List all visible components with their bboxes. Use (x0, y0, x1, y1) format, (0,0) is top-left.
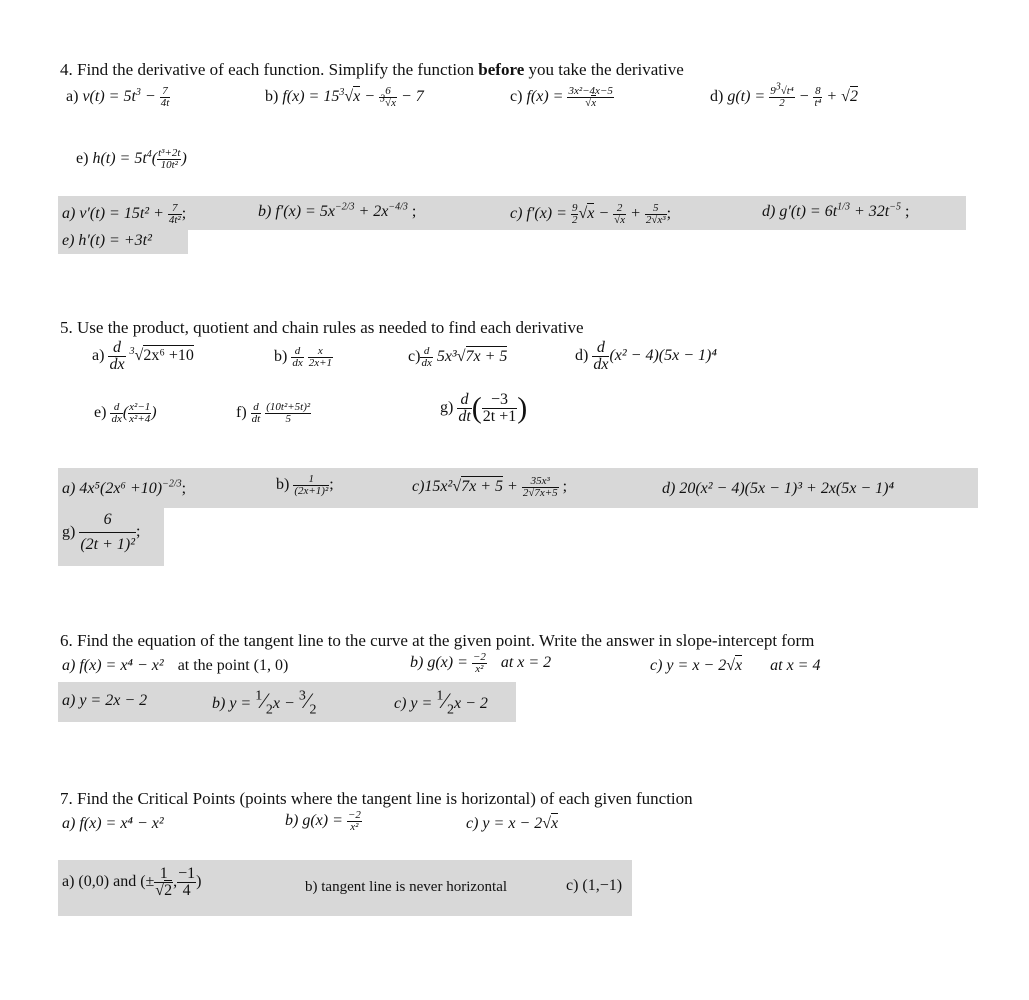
q4c-frac: $\frac{\text{3x²−4x−5}}{√x}$ (568, 85, 613, 109)
q4-heading-bold: before (478, 60, 525, 79)
q5-ans-c-plus: + (503, 478, 522, 496)
q4a-den: 4t (160, 97, 170, 109)
q5-ans-a-end: ; (181, 480, 187, 497)
q4-ans-e-text: e) h′(t) = +3t² (62, 232, 152, 249)
q5-ans-g-den: (2t + 1)² (80, 536, 136, 553)
q6-ans-b-d1: 2 (265, 702, 273, 718)
q4-item-d: d) g(t) = $\frac{9^3√t^4}{2}$ − $\frac{8}{\text{t⁴}}$ + √2 (710, 81, 858, 109)
q7-ans-a-n2: −1 (178, 865, 196, 882)
q6-ans-b-n2: 3 (298, 688, 306, 704)
q4-heading (60, 60, 684, 80)
q5-ans-c-rad: 7x + 5 (461, 478, 504, 496)
q7-answer-a (62, 866, 201, 899)
q6-answer-b: b) $y = ^1⁄_2x$ − $^3⁄_2$ (212, 688, 317, 718)
q6b-at: at x = 2 (500, 654, 552, 672)
q5g-num: −3 (482, 392, 517, 409)
q4a-lhs: v(t) = 5t (82, 88, 136, 106)
q5a-d: d (108, 340, 125, 357)
q5c-dx: dx (421, 357, 432, 369)
q5f-ddt (251, 402, 262, 425)
q4c-den-rad: x (591, 97, 597, 109)
q5-ans-c-end: ; (558, 478, 568, 496)
q6-item-a (62, 657, 288, 675)
q6-ans-c-text: c) y = (394, 695, 437, 712)
q4b-lhs: f(x) = 15 (282, 88, 340, 106)
q4-ans-c-frac2: $\frac{2}{√x}$ (614, 202, 626, 226)
q5e-den: x²+4 (129, 413, 151, 425)
q7-ans-a-n1: 1 (154, 866, 173, 883)
q4b-root-index: 3 (339, 86, 345, 98)
q5g-ddt (457, 392, 471, 425)
q5c-ddx (420, 346, 432, 369)
q4-item-a (66, 86, 170, 109)
q5a-label: a) (92, 347, 105, 365)
q4a-op: − (140, 88, 160, 106)
q5e-d: d (110, 402, 122, 414)
q7b-num: −2 (347, 809, 361, 821)
q5-item-e: e) $\frac{d}{dx}$ ( $\frac{\text{x²−1}}{\text{x²+4}}$ ) (94, 401, 157, 425)
q4-ans-b-exp2: −4/3 (388, 201, 408, 213)
q6-answer-c: c) $y = ^1⁄_2x - 2$ (394, 688, 488, 718)
q4-ans-d-end: ; (900, 203, 910, 220)
q4e-den: 10t² (160, 159, 178, 171)
q7-ans-a-d1-rad: 2 (164, 882, 173, 899)
q5-ans-c-frac: $\frac{\text{35x³}}{2√7x+5}$ (522, 475, 558, 499)
q7-ans-a-d2: 4 (182, 882, 191, 899)
q4d-den2: t⁴ (814, 97, 822, 109)
q7-ans-a-frac2 (177, 866, 196, 899)
q5a-ddx (108, 340, 125, 373)
q7a-expr: a) f(x) = x⁴ − x² (62, 815, 164, 832)
q5a-index: 3 (129, 345, 135, 357)
q4b-den-rad: x (391, 97, 396, 109)
q4a-frac (160, 86, 171, 109)
q5-ans-b-num: 1 (293, 474, 329, 486)
q7c-expr: c) y = x − 2 (466, 815, 543, 832)
q6-ans-b-mid: x − (272, 695, 299, 712)
q4-ans-b-end: ; (407, 203, 417, 220)
q5-item-a: a) $\frac{d}{dx}$ $^3$√2x⁶ +10 (92, 339, 194, 373)
q4-ans-c-rad1: x (587, 205, 595, 223)
q5b-dx: dx (292, 357, 303, 369)
q5b-frac (308, 346, 333, 369)
q4e-lhs: h(t) = 5t (92, 150, 147, 168)
q4-item-b: b) $f(x) = 15^3√x$ − $\frac{6}{^3√x}$ − 7 (265, 85, 424, 109)
q5-ans-b-label: b) (276, 476, 290, 494)
q5-answer-c: c)15x²√7x + 5 + $\frac{\text{35x³}}{2√7x+5}$ ; (412, 475, 568, 499)
q4b-frac: $\frac{6}{^3√x}$ (380, 85, 396, 109)
q5-ans-a-text: a) 4x⁵(2x⁶ +10) (62, 480, 163, 497)
q5a-dx: dx (109, 356, 125, 373)
q6-ans-b-text: b) y = (212, 695, 256, 712)
q4-answer-b (258, 203, 416, 221)
q5-heading: 5. Use the product, quotient and chain rules as needed to find each derivative (60, 318, 584, 337)
q4-ans-b-mid: + 2x (354, 203, 389, 220)
q5f-d: d (251, 402, 262, 414)
q4-ans-c-d1: 2 (571, 214, 578, 226)
q4-heading-text: 4. Find the derivative of each function. Simplify the function (60, 60, 479, 79)
q5f-frac (265, 402, 311, 425)
q6-ans-c-d1: 2 (447, 702, 455, 718)
q4-ans-b-text: b) f′(x) = 5x (258, 203, 335, 220)
q4-ans-d-exp2: −5 (889, 201, 901, 213)
q4b-op: − (360, 88, 380, 106)
q5-answer-a (62, 480, 186, 498)
q5-answer-g (62, 512, 140, 553)
q5-ans-g-frac (79, 512, 136, 553)
q5b-label: b) (274, 348, 288, 366)
q4b-den-index: 3 (380, 93, 386, 105)
q5-ans-a-exp: −2/3 (162, 478, 182, 490)
q4-ans-d-exp1: 1/3 (837, 201, 850, 213)
q4-ans-a-num: 7 (168, 203, 182, 215)
q4-answer-d (762, 203, 909, 221)
q5-ans-c-text: c)15x² (412, 478, 453, 496)
q4-ans-c-rad2: x (620, 214, 626, 226)
q6b-num: −2 (472, 651, 486, 663)
q4b-tail: − 7 (396, 88, 424, 106)
q5e-frac (128, 402, 151, 425)
q6-ans-c-mid: x − 2 (454, 695, 488, 712)
q5a-rad: 2x⁶ +10 (143, 347, 194, 365)
q5b-d: d (291, 346, 303, 358)
q4d-num-coef: 9 (770, 85, 776, 97)
q4-ans-d-text: d) g′(t) = 6t (762, 203, 838, 220)
q6b-frac (472, 652, 487, 675)
q5d-dx: dx (593, 356, 609, 373)
q4a-label: a) (66, 88, 83, 106)
q4b-radicand: x (353, 88, 361, 106)
q4d-op: − (794, 88, 814, 106)
q5-ans-g-label: g) (62, 523, 76, 541)
q5-item-f (236, 402, 311, 425)
q5-ans-c-den-coef: 2 (522, 487, 529, 499)
q5-item-c: c) $\frac{d}{dx}$ 5x³√7x + 5 (408, 345, 508, 369)
q4-ans-c-frac1 (571, 203, 579, 226)
q4-ans-b-exp1: −2/3 (334, 201, 355, 213)
q6b-den: x² (475, 663, 484, 675)
q5b-den: 2x+1 (308, 357, 333, 369)
q7-answer-b: b) tangent line is never horizontal (305, 879, 508, 895)
q5-ans-b-frac (293, 474, 329, 497)
q7-heading: 7. Find the Critical Points (points where the tangent line is horizontal) of each given function (60, 789, 693, 808)
q5c-expr: 5x³ (436, 348, 457, 366)
q5f-dt: dt (251, 413, 261, 425)
q5e-dx: dx (111, 413, 122, 425)
q5d-ddx (592, 340, 609, 373)
q4d-lhs: g(t) = (727, 88, 770, 106)
q5e-num: x²−1 (129, 401, 151, 413)
q4-heading-text-end: you take the derivative (524, 60, 684, 79)
q6-ans-c-n1: 1 (436, 688, 444, 704)
q6-ans-b-n1: 1 (255, 688, 263, 704)
q6-item-b (410, 652, 551, 675)
q6c-at: at x = 4 (770, 657, 821, 674)
q5c-label: c) (408, 348, 421, 366)
q5c-rad: 7x + 5 (465, 348, 508, 366)
q5b-num: x (308, 346, 333, 358)
q5-item-g (440, 392, 527, 425)
q5d-expr: (x² − 4)(5x − 1)⁴ (609, 347, 717, 365)
q4a-exp: 3 (135, 86, 141, 98)
q4-ans-c-n2: 2 (613, 203, 626, 215)
q4c-label: c) (510, 88, 527, 106)
q4-ans-d-mid: + 32t (849, 203, 890, 220)
q6a-expr: a) f(x) = x⁴ − x² (62, 657, 164, 674)
q4a-num: 7 (160, 86, 171, 98)
q6c-expr: c) y = x − 2 (650, 657, 727, 674)
q6b-expr: b) g(x) = (410, 654, 472, 672)
q5d-label: d) (575, 347, 589, 365)
q5f-num: (10t²+5t)² (266, 401, 311, 413)
q7b-expr: b) g(x) = (285, 812, 347, 830)
q4e-exp: 4 (146, 148, 152, 160)
q4c-lhs: f(x) = (526, 88, 568, 106)
q7-item-c: c) y = x − 2√x (466, 815, 559, 832)
q5g-den: 2t +1 (482, 408, 517, 425)
q5-ans-c-den-rad: 7x+5 (534, 487, 558, 499)
q4c-num: 3x²−4x−5 (568, 85, 613, 97)
q7-item-a (62, 815, 164, 833)
q4b-num: 6 (379, 86, 397, 98)
q4d-label: d) (710, 88, 728, 106)
q4e-num: t³+2t (158, 147, 181, 159)
q7-ans-a-comma: , (173, 873, 178, 891)
q5c-d: d (420, 346, 432, 358)
q4-ans-c-d3-coef: 2 (645, 214, 652, 226)
q5e-ddx (110, 402, 122, 425)
q7c-rad: x (551, 815, 559, 832)
q7-answer-c: c) (1,−1) (566, 877, 623, 894)
q5g-label: g) (440, 399, 454, 417)
q6-heading: 6. Find the equation of the tangent line to the curve at the given point. Write the answer in slope-intercept form (60, 631, 815, 650)
q7-ans-a-text: a) (0,0) and (± (62, 873, 155, 891)
q4-ans-a-den: 4t² (168, 214, 181, 226)
q5-ans-g-end: ; (136, 523, 141, 541)
q6-ans-a-text: a) y = 2x − 2 (62, 692, 148, 709)
q5-item-d (575, 340, 717, 373)
q5f-label: f) (236, 404, 247, 422)
q4b-label: b) (265, 88, 283, 106)
q5d-d: d (592, 340, 609, 357)
q5-ans-g-num: 6 (79, 512, 136, 533)
q4-ans-c-n1: 9 (571, 202, 578, 214)
q4-item-c (510, 86, 614, 109)
q7-ans-a-close: ) (196, 873, 202, 891)
q4-ans-a-frac (168, 203, 182, 226)
q6-ans-b-d2: 2 (309, 702, 317, 718)
q6a-at: at the point (1, 0) (177, 657, 289, 674)
q4d-num-index: 3 (775, 81, 781, 93)
q4-ans-c-rad3: x³ (657, 214, 666, 226)
q4d-tail-rad: 2 (849, 88, 858, 106)
q4-ans-c-frac3: $\frac{5}{\text{2√x³}}$ (645, 202, 666, 226)
q5g-dt: dt (458, 408, 471, 425)
q4d-den: 2 (779, 97, 785, 109)
q4-answer-e (62, 232, 152, 250)
q5g-frac (482, 392, 517, 425)
q5-answer-b (276, 474, 334, 497)
q4d-frac1: $\frac{9^3√t^4}{2}$ (770, 81, 794, 109)
q5g-d: d (457, 392, 471, 409)
q7b-frac (347, 810, 362, 833)
q5-ans-b-end: ; (329, 476, 334, 494)
q7-ans-a-frac1: $\frac{1}{√2}$ (155, 865, 173, 899)
q5e-label: e) (94, 404, 107, 422)
q7b-den: x² (350, 821, 359, 833)
q4d-num-rad: t⁴ (786, 85, 794, 97)
q5-ans-d-text: d) 20(x² − 4)(5x − 1)³ + 2x(5x − 1)⁴ (662, 480, 895, 497)
q6c-rad: x (735, 657, 743, 674)
q5-ans-c-num: 35x³ (522, 476, 559, 488)
q4d-num2: 8 (815, 85, 821, 97)
q5g-lparen: ( (471, 391, 482, 425)
q5-ans-b-den: (2x+1)² (294, 485, 329, 497)
q4-answer-c: c) f′(x) = $\frac{9}{2}$ √x − $\frac{2}{√x}$ + $\frac{5}{\text{2√x³}}$ ; (510, 202, 672, 226)
q4e-frac (157, 148, 181, 171)
q5g-rparen: ) (517, 391, 528, 425)
q5f-den: 5 (285, 413, 291, 425)
q4-answer-a: a) v′(t) = 15t² + $\frac{7}{\text{4t²}}$ ; (62, 202, 187, 226)
q7-item-b (285, 810, 362, 833)
q5-answer-d (662, 480, 894, 498)
q6-item-c: c) y = x − 2√x at x = 4 (650, 657, 821, 674)
q4-ans-c-text: c) f′(x) = (510, 205, 571, 223)
q4d-tail: + (822, 88, 842, 106)
q6-answer-a (62, 692, 147, 710)
q4-ans-a-text: a) v′(t) = 15t² + (62, 205, 168, 223)
q4-ans-c-n3: 5 (645, 203, 667, 215)
q4-item-e: e) $h(t) = 5t^4$( $\frac{\text{t³+2t}}{\text{10t²}}$ ) (76, 147, 187, 171)
q5-item-b (274, 346, 333, 369)
q5b-ddx (291, 346, 303, 369)
q4e-label: e) (76, 150, 93, 168)
